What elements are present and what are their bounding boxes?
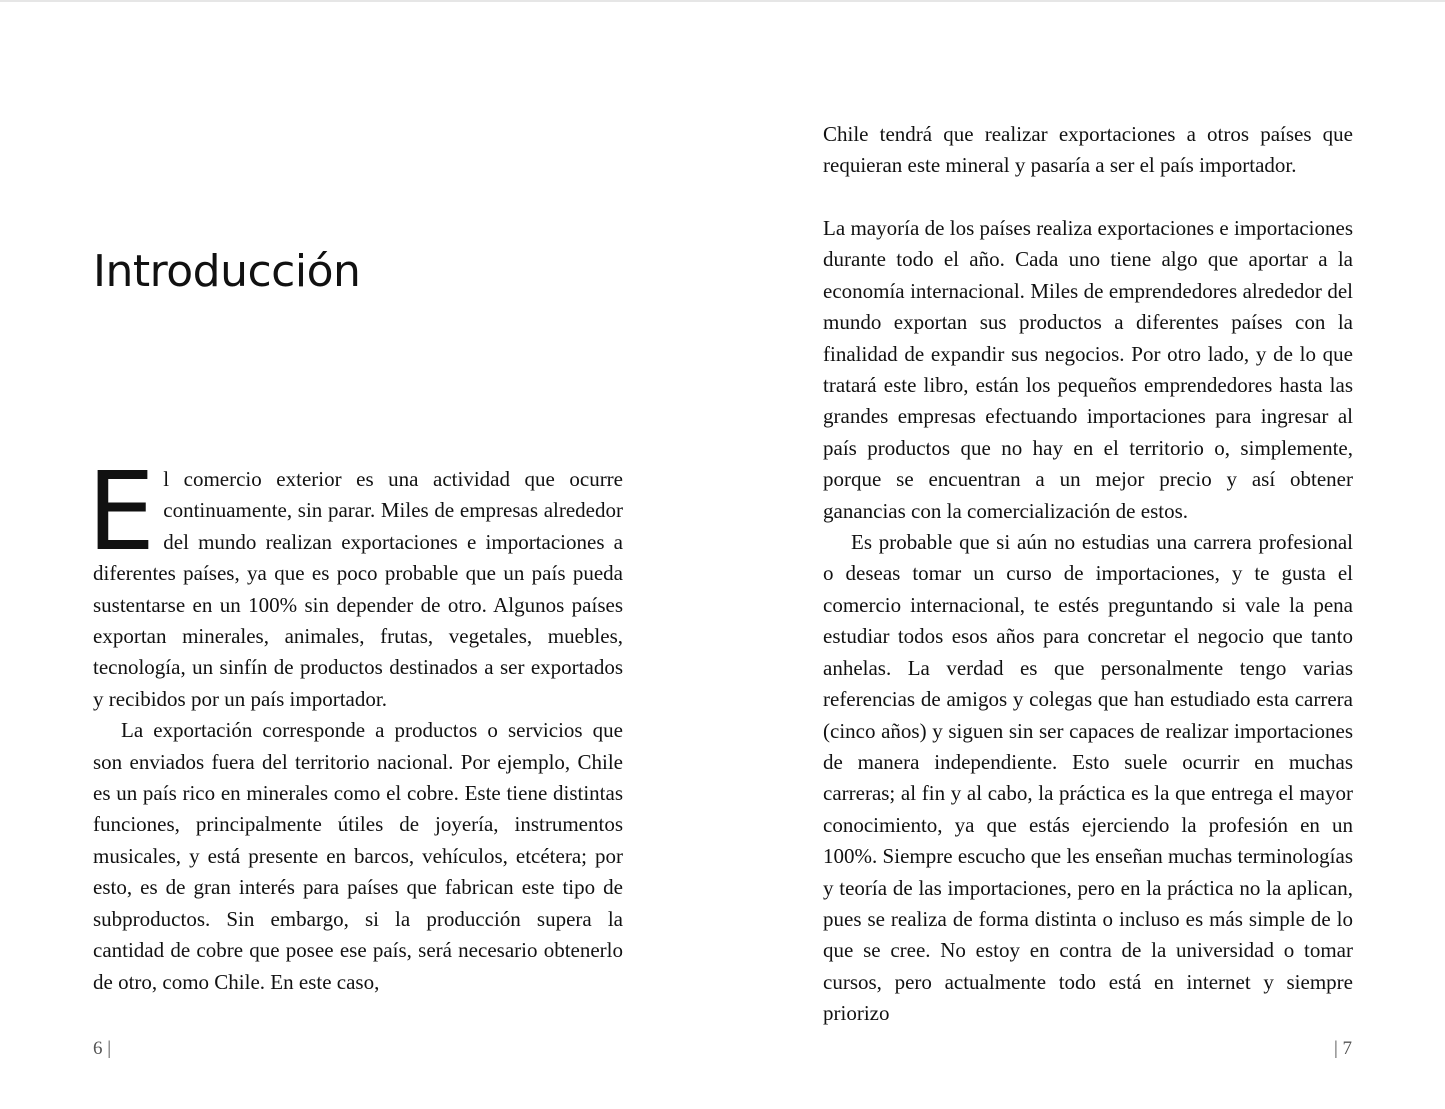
right-page — [722, 0, 1445, 1109]
drop-cap: E — [87, 450, 156, 575]
page-number-right: | 7 — [1333, 1038, 1352, 1059]
left-page — [0, 0, 722, 1109]
paragraph-3: La mayoría de los países realiza exportaciones e importaciones durante todo el año. Cada uno tiene algo que aportar a la economía internacional. Miles de emprendedores alrededor del mundo exportan sus productos a diferentes países con la finalidad de expandir sus negocios. Por otro lado, y de lo que tratará este libro, están los pequeños emprendedores hasta las grandes empresas efectuando importaciones para ingresar al país productos que no hay en el territorio o, simplemente, porque se encuentran a un mejor precio y así obtener ganancias con la comercialización de estos. — [823, 216, 1353, 523]
right-page-body — [823, 213, 1353, 1030]
paragraph-1 — [87, 450, 623, 715]
paragraph-continuation: Chile tendrá que realizar exportaciones a otros países que requieran este mineral y pasaría a ser el país importador. — [823, 122, 1353, 178]
right-page-continuation — [823, 119, 1353, 182]
page-number-left: 6 | — [93, 1038, 112, 1059]
paragraph-2: La exportación corresponde a productos o servicios que son enviados fuera del territorio nacional. Por ejemplo, Chile es un país rico en minerales como el cobre. Este tiene distintas funciones, principalmente útiles de joyería, instrumentos musicales, y está presente en barcos, vehículos, etcétera; por esto, es de gran interés para países que fabrican este tipo de subproductos. Sin embargo, si la producción supera la cantidad de cobre que posee ese país, será necesario obtenerlo de otro, como Chile. En este caso, — [93, 718, 623, 994]
left-page-body — [87, 450, 623, 998]
paragraph-1-text: l comercio exterior es una actividad que ocurre continuamente, sin parar. Miles de empresas alrededor del mundo realizan exportaciones e importaciones a diferentes países, ya que es poco probable que un país pueda sustentarse en un 100% sin depender de otro. Algunos países exportan minerales, animales, frutas, vegetales, muebles, tecnología, un sinfín de productos destinados a ser exportados y recibidos por un país importador. — [93, 467, 623, 711]
chapter-title: Introducción — [93, 246, 361, 297]
paragraph-4: Es probable que si aún no estudias una carrera profesional o deseas tomar un curso de importaciones, y te gusta el comercio internacional, te estés preguntando si vale la pena estudiar todos esos años para concretar el negocio que tanto anhelas. La verdad es que personalmente tengo varias referencias de amigos y colegas que han estudiado esta carrera (cinco años) y siguen sin ser capaces de realizar importaciones de manera independiente. Esto suele ocurrir en muchas carreras; al fin y al cabo, la práctica es la que entrega el mayor conocimiento, ya que estás ejerciendo la profesión en un 100%. Siempre escucho que les enseñan muchas terminologías y teoría de las importaciones, pero en la práctica no la aplican, pues se realiza de forma distinta o incluso es más simple de lo que se cree. No estoy en contra de la universidad o tomar cursos, pero actualmente todo está en internet y siempre priorizo — [823, 530, 1353, 1026]
